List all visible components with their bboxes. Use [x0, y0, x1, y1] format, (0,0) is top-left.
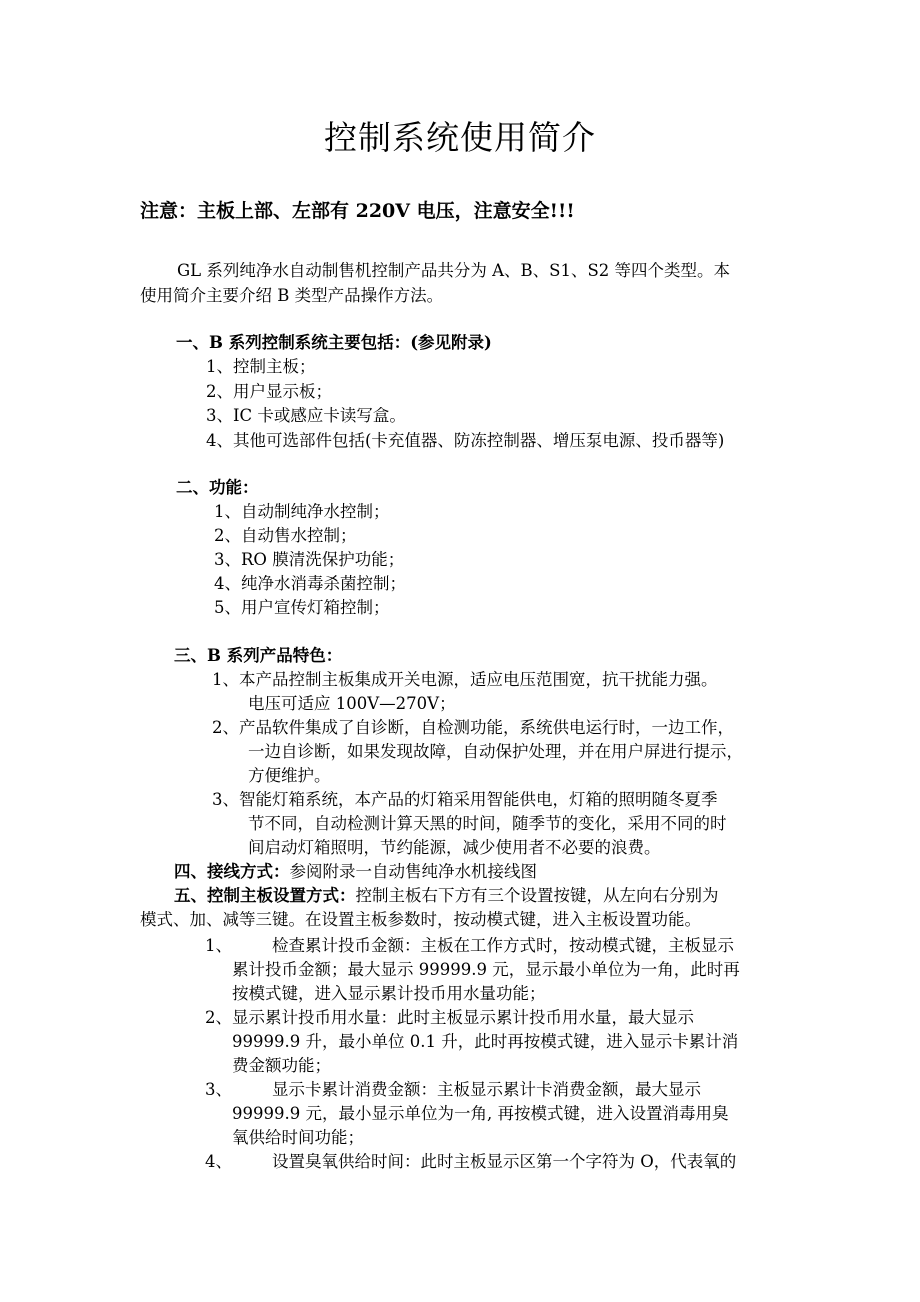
intro-line-1: GL 系列纯净水自动制售机控制产品共分为 A、B、S1、S2 等四个类型。本 — [177, 261, 731, 280]
section-3-item-1-line: 电压可适应 100V—270V； — [248, 694, 456, 713]
section-1-item: 1、控制主板； — [206, 357, 316, 376]
step-2-line: 费金额功能； — [232, 1056, 331, 1075]
section-3-item-3-line: 间启动灯箱照明，节约能源，减少使用者不必要的浪费。 — [248, 838, 661, 857]
step-1-line: 累计投币金额；最大显示 99999.9 元，显示最小单位为一角，此时再 — [232, 960, 740, 979]
section-1-item: 3、IC 卡或感应卡读写盒。 — [206, 406, 406, 425]
step-1-first-line — [205, 934, 734, 958]
section-4-heading: 四、接线方式： — [174, 862, 290, 881]
step-text: 显示卡累计消费金额：主板显示累计卡消费金额，最大显示 — [272, 1080, 701, 1099]
section-3-item-3-line: 3、智能灯箱系统，本产品的灯箱采用智能供电，灯箱的照明随冬夏季 — [212, 790, 718, 809]
intro-line-2: 使用简介主要介绍 B 类型产品操作方法。 — [140, 286, 444, 305]
section-2-item: 2、自动售水控制； — [214, 526, 357, 545]
section-5-text-1: 控制主板右下方有三个设置按键，从左向右分别为 — [355, 886, 719, 905]
step-3-line: 氧供给时间功能； — [232, 1128, 364, 1147]
step-4-first-line — [205, 1150, 736, 1174]
section-2-item: 5、用户宣传灯箱控制； — [214, 598, 390, 617]
step-text: 显示累计投币用水量：此时主板显示累计投币用水量，最大显示 — [232, 1008, 694, 1027]
section-1-item: 4、其他可选部件包括(卡充值器、防冻控制器、增压泵电源、投币器等) — [206, 431, 725, 450]
section-4-text: 参阅附录一自动售纯净水机接线图 — [289, 862, 537, 881]
step-number: 3、 — [205, 1080, 232, 1099]
section-3-item-2-line: 2、产品软件集成了自诊断，自检测功能，系统供电运行时，一边工作， — [212, 718, 734, 737]
step-2-line: 99999.9 升，最小单位 0.1 升，此时再按模式键，进入显示卡累计消 — [232, 1032, 739, 1051]
step-3-line: 99999.9 元，最小显示单位为一角, 再按模式键，进入设置消毒用臭 — [232, 1104, 729, 1123]
section-1-item: 2、用户显示板； — [206, 382, 332, 401]
section-3-item-2-line: 一边自诊断，如果发现故障，自动保护处理，并在用户屏进行提示， — [248, 742, 743, 761]
section-4-line — [174, 860, 537, 884]
section-5-heading: 五、控制主板设置方式： — [174, 886, 356, 905]
section-2-item: 3、RO 膜清洗保护功能； — [214, 550, 405, 569]
section-1-heading: 一、B 系列控制系统主要包括：(参见附录) — [176, 333, 492, 352]
step-text: 检查累计投币金额：主板在工作方式时，按动模式键，主板显示 — [272, 936, 734, 955]
section-2-heading: 二、功能： — [176, 478, 259, 497]
section-2-item: 1、自动制纯净水控制； — [214, 502, 390, 521]
step-number: 4、 — [205, 1152, 232, 1171]
step-number: 2、 — [205, 1008, 232, 1027]
step-2-first-line — [205, 1006, 694, 1030]
step-text: 设置臭氧供给时间：此时主板显示区第一个字符为 O，代表氧的 — [272, 1152, 737, 1171]
step-number: 1、 — [205, 936, 232, 955]
section-5-line-2: 模式、加、减等三键。在设置主板参数时，按动模式键，进入主板设置功能。 — [140, 910, 701, 929]
page-title: 控制系统使用简介 — [324, 118, 596, 157]
step-1-line: 按模式键，进入显示累计投币用水量功能； — [232, 984, 546, 1003]
section-3-item-1-line: 1、本产品控制主板集成开关电源，适应电压范围宽，抗干扰能力强。 — [212, 670, 718, 689]
section-3-heading: 三、B 系列产品特色： — [174, 646, 343, 665]
safety-warning: 注意：主板上部、左部有 220V 电压，注意安全!!! — [140, 200, 575, 222]
section-3-item-3-line: 节不同，自动检测计算天黑的时间，随季节的变化，采用不同的时 — [248, 814, 727, 833]
section-3-item-2-line: 方便维护。 — [248, 766, 331, 785]
step-3-first-line — [205, 1078, 701, 1102]
section-2-item: 4、纯净水消毒杀菌控制； — [214, 574, 406, 593]
section-5-line-1 — [174, 884, 719, 908]
